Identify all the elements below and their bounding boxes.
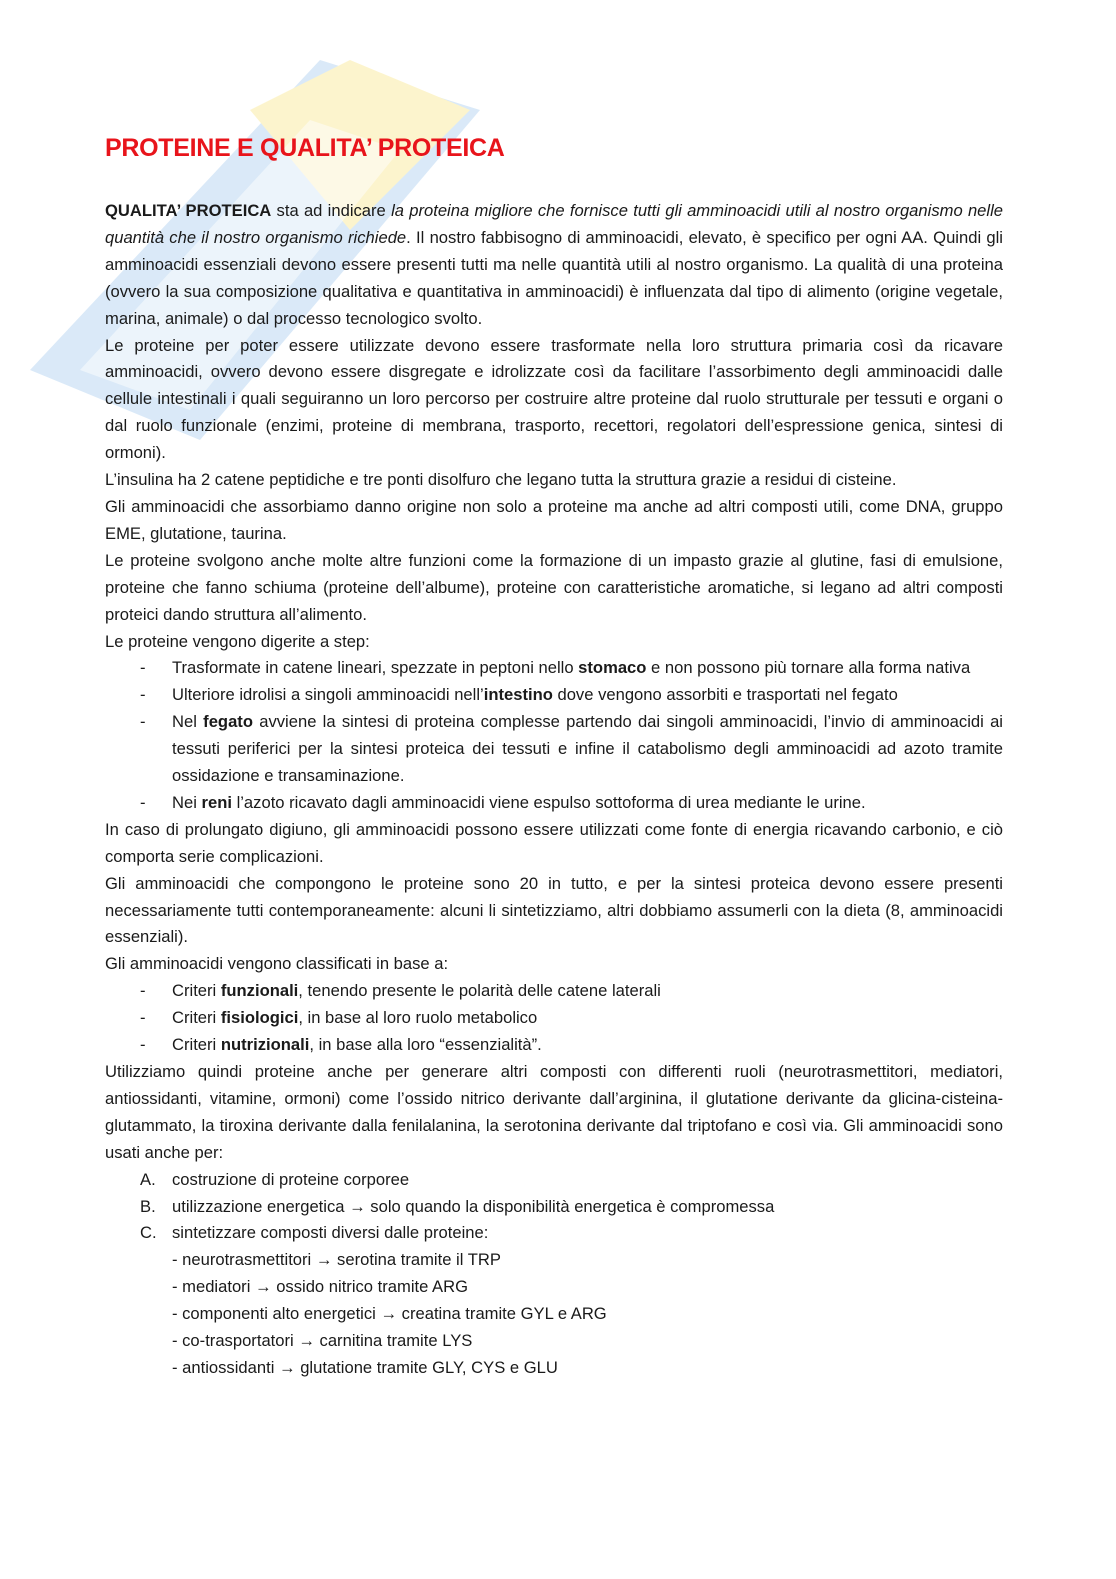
list-item bbox=[105, 1005, 1003, 1032]
bold-text: nutrizionali bbox=[220, 1035, 310, 1055]
list-marker: A. bbox=[140, 1169, 156, 1189]
sub-list-item bbox=[105, 1355, 1003, 1382]
text-run: - antiossidanti → glutatione tramite GLY, CYS e GLU bbox=[172, 1357, 558, 1377]
text-run: utilizzazione energetica → solo quando la disponibilità energetica è compromessa bbox=[172, 1196, 775, 1216]
list-marker: C. bbox=[140, 1223, 157, 1243]
list-item bbox=[105, 682, 1003, 709]
list-item bbox=[105, 1032, 1003, 1059]
sub-list-item bbox=[105, 1274, 1003, 1301]
text-run: , in base al loro ruolo metabolico bbox=[298, 1008, 538, 1028]
bold-text: reni bbox=[201, 792, 232, 812]
text-run: Gli amminoacidi che assorbiamo danno origine non solo a proteine ma anche ad altri composti utili, come DNA, gruppo EME, glutatione, taurina. bbox=[105, 496, 1003, 543]
text-run: L’insulina ha 2 catene peptidiche e tre ponti disolfuro che legano tutta la struttura grazie a residui di cisteine. bbox=[105, 470, 897, 490]
italic-text: la proteina migliore che fornisce tutti gli amminoacidi utili al nostro organismo nelle quantità che il nostro organismo richiede bbox=[105, 201, 1003, 247]
list-marker: - bbox=[140, 658, 146, 678]
text-run: avviene la sintesi di proteina complesse partendo dai singoli amminoacidi, l’invio di amminoacidi ai tessuti periferici per la sintesi proteica dei tessuti e infine il catabolismo degli amminoacidi ad azoto tramite ossidazione e transaminazione. bbox=[172, 712, 1003, 786]
text-run: costruzione di proteine corporee bbox=[172, 1169, 410, 1189]
text-run: - componenti alto energetici → creatina tramite GYL e ARG bbox=[172, 1304, 607, 1324]
sub-list-item bbox=[105, 1247, 1003, 1274]
list-item bbox=[105, 709, 1003, 790]
text-run: Criteri bbox=[172, 1008, 221, 1028]
text-run: . Il nostro fabbisogno di amminoacidi, elevato, è specifico per ogni AA. Quindi gli amminoacidi essenziali devono essere presenti tutti ma nelle quantità utili al nostro organismo. La qualità di una proteina (ovvero la sua composizione qualitativa e quantitativa in amminoacidi) è influenzata dal tipo di alimento (origine vegetale, marina, animale) o dal processo tecnologico svolto. bbox=[105, 227, 1003, 328]
text-run: Ulteriore idrolisi a singoli amminoacidi nell’ bbox=[172, 685, 484, 705]
text-run: Gli amminoacidi che compongono le proteine sono 20 in tutto, e per la sintesi proteica devono essere presenti necessariamente tutti contemporaneamente: alcuni li sintetizziamo, altri dobbiamo assumerli con la dieta (8, amminoacidi essenziali). bbox=[105, 873, 1003, 947]
paragraph bbox=[105, 548, 1003, 629]
text-run: Le proteine vengono digerite a step: bbox=[105, 631, 370, 651]
text-run: sta ad indicare bbox=[271, 201, 392, 220]
paragraph bbox=[105, 333, 1003, 468]
list-marker: - bbox=[140, 1035, 146, 1055]
text-run: In caso di prolungato digiuno, gli amminoacidi possono essere utilizzati come fonte di energia ricavando carbonio, e ciò comporta serie complicazioni. bbox=[105, 819, 1003, 866]
paragraph bbox=[105, 494, 1003, 548]
list-marker: - bbox=[140, 712, 146, 732]
text-run: e non possono più tornare alla forma nativa bbox=[646, 658, 971, 678]
paragraph bbox=[105, 951, 1003, 978]
text-run: Gli amminoacidi vengono classificati in base a: bbox=[105, 954, 449, 974]
text-run: dove vengono assorbiti e trasportati nel fegato bbox=[552, 685, 898, 705]
bold-text: stomaco bbox=[578, 658, 647, 678]
list-item bbox=[105, 1220, 1003, 1247]
text-run: Nei bbox=[172, 792, 202, 812]
bold-text: QUALITA’ PROTEICA bbox=[105, 201, 272, 220]
bold-text: funzionali bbox=[220, 981, 299, 1001]
text-run: Utilizziamo quindi proteine anche per generare altri composti con differenti ruoli (neurotrasmettitori, mediatori, antiossidanti, vitamine, ormoni) come l’ossido nitrico derivante dall’arginina, il glutatione derivante da glicina-cisteina-glutammato, la tiroxina derivante dalla fenilalanina, la serotonina derivante dal triptofano e così via. Gli amminoacidi sono usati anche per: bbox=[105, 1062, 1003, 1162]
list-item bbox=[105, 655, 1003, 682]
list-marker: - bbox=[140, 981, 146, 1001]
text-run: sintetizzare composti diversi dalle proteine: bbox=[172, 1223, 489, 1243]
text-run: - co-trasportatori → carnitina tramite LYS bbox=[172, 1331, 473, 1351]
paragraph bbox=[105, 629, 1003, 656]
sub-list-item bbox=[105, 1301, 1003, 1328]
paragraph bbox=[105, 467, 1003, 494]
list-item bbox=[105, 978, 1003, 1005]
paragraph bbox=[105, 198, 1003, 333]
list-item bbox=[105, 790, 1003, 817]
text-run: Le proteine svolgono anche molte altre funzioni come la formazione di un impasto grazie al glutine, fasi di emulsione, proteine che fanno schiuma (proteine dell’albume), proteine con caratteristiche aromatiche, si legano ad altri composti proteici dando struttura all’alimento. bbox=[105, 550, 1003, 624]
document-body bbox=[105, 198, 1003, 1382]
text-run: l’azoto ricavato dagli amminoacidi viene espulso sottoforma di urea mediante le urine. bbox=[231, 792, 866, 812]
text-run: Nel bbox=[172, 712, 204, 732]
text-run: , tenendo presente le polarità delle catene laterali bbox=[298, 981, 661, 1001]
paragraph bbox=[105, 817, 1003, 871]
sub-list-item bbox=[105, 1328, 1003, 1355]
bold-text: fisiologici bbox=[220, 1008, 299, 1028]
text-run: Trasformate in catene lineari, spezzate in peptoni nello bbox=[172, 658, 579, 678]
document-title: PROTEINE E QUALITA’ PROTEICA bbox=[105, 134, 505, 162]
bold-text: intestino bbox=[483, 685, 553, 705]
list-marker: B. bbox=[140, 1196, 156, 1216]
paragraph bbox=[105, 871, 1003, 952]
text-run: Le proteine per poter essere utilizzate devono essere trasformate nella loro struttura primaria così da ricavare amminoacidi, ovvero devono essere disgregate e idrolizzate così da facilitare l’assorbimento degli amminoacidi dalle cellule intestinali i quali seguiranno un loro percorso per costruire altre proteine dal ruolo strutturale per tessuti e organi o dal ruolo funzionale (enzimi, proteine di membrana, trasporto, recettori, regolatori dell’espressione genica, sintesi di ormoni). bbox=[105, 335, 1003, 463]
list-item bbox=[105, 1194, 1003, 1221]
list-item bbox=[105, 1167, 1003, 1194]
list-marker: - bbox=[140, 685, 146, 705]
text-run: - neurotrasmettitori → serotina tramite il TRP bbox=[172, 1250, 501, 1270]
list-marker: - bbox=[140, 792, 146, 812]
paragraph bbox=[105, 1059, 1003, 1167]
text-run: - mediatori → ossido nitrico tramite ARG bbox=[172, 1277, 469, 1297]
text-run: , in base alla loro “essenzialità”. bbox=[309, 1035, 542, 1055]
bold-text: fegato bbox=[203, 712, 253, 732]
text-run: Criteri bbox=[172, 981, 221, 1001]
text-run: Criteri bbox=[172, 1035, 221, 1055]
list-marker: - bbox=[140, 1008, 146, 1028]
